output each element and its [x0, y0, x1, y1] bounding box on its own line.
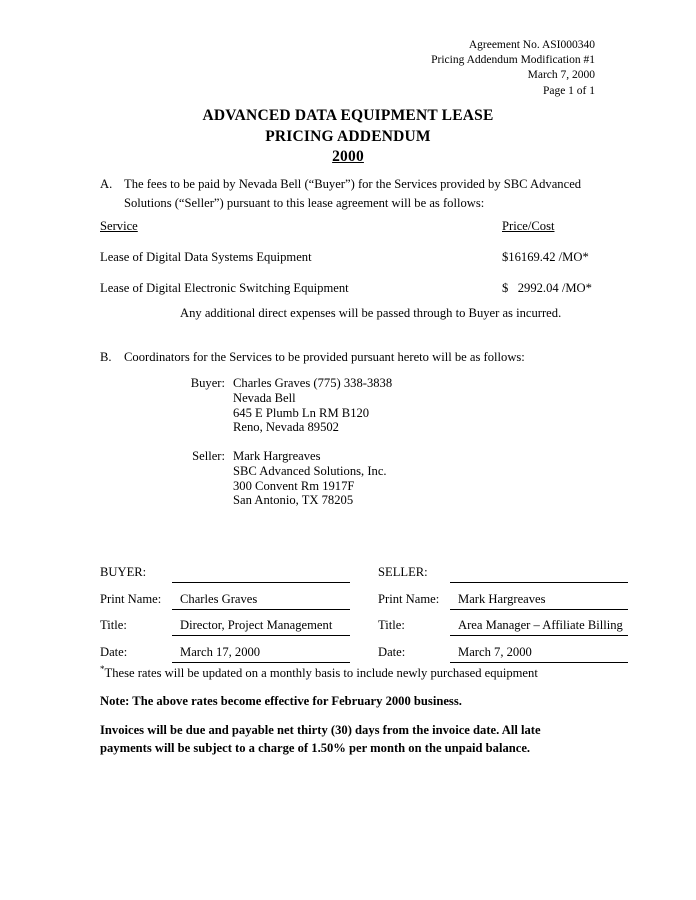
seller-print-name-line[interactable] [450, 592, 628, 610]
asterisk-footnote-text: These rates will be updated on a monthly basis to include newly purchased equipment [104, 666, 538, 681]
header-modification: Pricing Addendum Modification #1 [431, 54, 595, 67]
service-name: Lease of Digital Data Systems Equipment [100, 250, 312, 264]
seller-date-value: March 7, 2000 [458, 644, 532, 659]
clause-b-letter: B. [100, 350, 112, 364]
buyer-print-name-cell [100, 592, 350, 614]
seller-date-line[interactable] [450, 645, 628, 663]
title-line-1: ADVANCED DATA EQUIPMENT LEASE [202, 107, 494, 124]
buyer-contact-lines [233, 376, 392, 435]
buyer-signature-cell [100, 565, 350, 587]
seller-contact-label: Seller: [192, 449, 225, 463]
buyer-contact-label: Buyer: [190, 376, 225, 390]
seller-contact-lines [233, 449, 387, 508]
signature-row-print-name [100, 592, 646, 619]
seller-title-value: Area Manager – Affiliate Billing [458, 618, 623, 632]
seller-contact-street: 300 Convent Rm 1917F [233, 478, 355, 493]
seller-contact-block [167, 449, 387, 508]
header-date: March 7, 2000 [527, 69, 595, 82]
seller-print-name-cell [378, 592, 628, 614]
title-line-2: PRICING ADDENDUM [265, 127, 431, 145]
seller-contact-company: SBC Advanced Solutions, Inc. [233, 463, 387, 478]
buyer-print-name-line[interactable] [172, 592, 350, 610]
buyer-print-name-label: Print Name: [100, 591, 162, 606]
signature-row-party [100, 565, 646, 592]
seller-date-label: Date: [378, 644, 406, 659]
buyer-print-name-value: Charles Graves [180, 591, 258, 606]
buyer-date-line[interactable] [172, 645, 350, 663]
buyer-signature-line[interactable] [172, 565, 350, 583]
buyer-title-value: Director, Project Management [180, 618, 333, 632]
passthrough-note: Any additional direct expenses will be passed through to Buyer as incurred. [180, 306, 562, 320]
seller-contact-name: Mark Hargreaves [233, 449, 321, 463]
signature-grid [100, 565, 646, 671]
service-name: Lease of Digital Electronic Switching Equipment [100, 281, 349, 295]
seller-title-cell [378, 618, 628, 640]
clause-a-text: The fees to be paid by Nevada Bell (“Buyer”) for the Services provided by SBC Advanced Solutions (“Seller”) pursuant to this lease agreement will be as follows: [124, 177, 582, 210]
clause-a-letter: A. [100, 177, 113, 191]
asterisk-marker: * [100, 664, 105, 674]
document-header [431, 38, 595, 99]
seller-title-line[interactable] [450, 618, 628, 636]
service-price: $16169.42 /MO* [502, 250, 589, 264]
asterisk-footnote [100, 664, 538, 681]
table-row [100, 250, 620, 281]
signature-row-title [100, 618, 646, 645]
header-agreement-no: Agreement No. ASI000340 [468, 39, 595, 51]
buyer-contact-company: Nevada Bell [233, 390, 296, 405]
clause-b [100, 348, 600, 367]
buyer-title-cell [100, 618, 350, 640]
buyer-contact-city: Reno, Nevada 89502 [233, 420, 339, 435]
buyer-contact-name: Charles Graves (775) 338-3838 [233, 376, 393, 390]
clause-a [100, 175, 600, 212]
seller-party-label: SELLER: [378, 565, 428, 579]
price-table-header-row [100, 219, 620, 250]
price-table [100, 219, 620, 312]
seller-signature-cell [378, 565, 628, 587]
title-year: 2000 [332, 148, 364, 165]
column-header-service: Service [100, 219, 138, 233]
buyer-title-label: Title: [100, 618, 127, 632]
column-header-price: Price/Cost [502, 219, 555, 233]
buyer-party-label: BUYER: [100, 565, 147, 579]
page-title [0, 106, 696, 168]
buyer-title-line[interactable] [172, 618, 350, 636]
payment-terms-paragraph: Invoices will be due and payable net thirty (30) days from the invoice date. All late payments will be subject to a charge of 1.50% per month on the unpaid balance. [100, 723, 541, 755]
seller-contact-city: San Antonio, TX 78205 [233, 493, 354, 508]
service-price: $ 2992.04 /MO* [502, 281, 592, 295]
effective-date-note: Note: The above rates become effective for February 2000 business. [100, 694, 462, 708]
seller-print-name-label: Print Name: [378, 591, 440, 606]
buyer-date-value: March 17, 2000 [180, 644, 261, 659]
header-page-number: Page 1 of 1 [542, 84, 595, 97]
buyer-date-label: Date: [100, 644, 128, 659]
clause-b-text: Coordinators for the Services to be provided pursuant hereto will be as follows: [124, 350, 525, 364]
buyer-contact-street: 645 E Plumb Ln RM B120 [233, 405, 370, 420]
seller-signature-line[interactable] [450, 565, 628, 583]
seller-print-name-value: Mark Hargreaves [458, 591, 546, 606]
seller-title-label: Title: [378, 618, 405, 632]
buyer-contact-block [167, 376, 392, 435]
